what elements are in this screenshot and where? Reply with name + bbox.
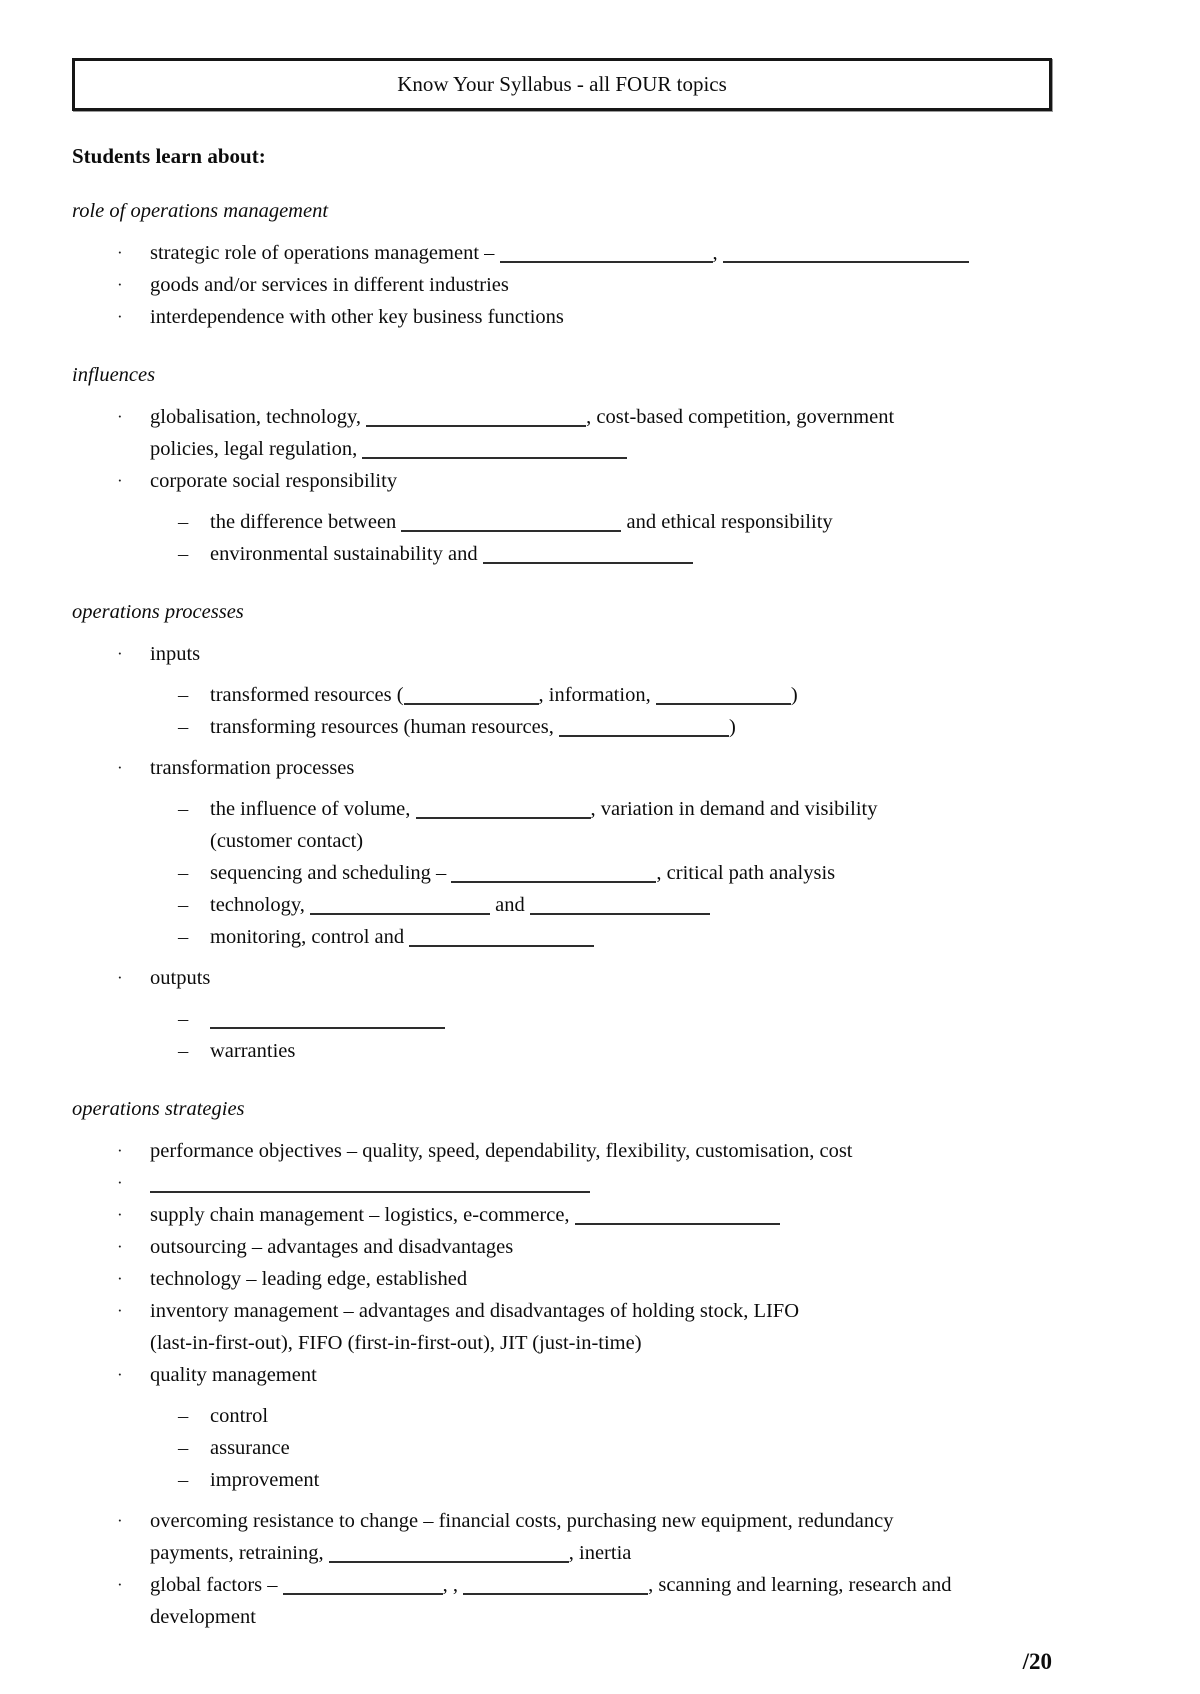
score-label: /20: [1022, 1649, 1052, 1674]
bullet-item: [72, 1135, 1052, 1167]
text-run: (customer contact): [210, 830, 364, 852]
fill-in-blank: [656, 703, 791, 705]
fill-in-blank: [310, 913, 490, 915]
text-run: development: [150, 1606, 256, 1628]
dash-icon: –: [178, 1008, 189, 1030]
text-run: policies, legal regulation,: [150, 438, 363, 460]
item-text: [150, 1574, 952, 1628]
item-text: [210, 511, 833, 533]
text-run: performance objectives – quality, speed, dependability, flexibility, customisation, cost: [150, 1140, 853, 1162]
item-text: [210, 684, 798, 706]
text-run: , inertia: [568, 1542, 632, 1564]
item-text: [210, 1469, 319, 1491]
text-run: sequencing and scheduling –: [210, 862, 452, 884]
text-run: quality management: [150, 1364, 317, 1386]
dash-icon: –: [178, 716, 189, 738]
text-run: control: [210, 1405, 269, 1427]
dash-item: [72, 1464, 1052, 1496]
text-run: technology,: [210, 894, 311, 916]
text-run: the difference between: [210, 511, 402, 533]
dash-icon: –: [178, 1405, 189, 1427]
bullet-item: [72, 1263, 1052, 1295]
text-run: , cost-based competition, government: [586, 406, 895, 428]
text-run: transformation processes: [150, 757, 355, 779]
item-text: [150, 306, 564, 328]
item-text: [150, 1140, 853, 1162]
text-run: globalisation, technology,: [150, 406, 367, 428]
item-text: [210, 716, 736, 738]
dash-item: [72, 679, 1052, 711]
dash-item: [72, 1432, 1052, 1464]
dash-icon: –: [178, 511, 189, 533]
fill-in-blank: [283, 1593, 443, 1595]
bullet-item: [72, 638, 1052, 670]
fill-in-blank: [530, 913, 710, 915]
dash-item: [72, 921, 1052, 953]
bullet-item: [72, 1199, 1052, 1231]
bullet-item: [72, 1231, 1052, 1263]
item-text: [210, 926, 594, 948]
dash-icon: –: [178, 1469, 189, 1491]
text-run: and ethical responsibility: [621, 511, 833, 533]
text-run: ): [790, 684, 798, 706]
learn-heading: Students learn about:: [72, 144, 266, 168]
text-run: , scanning and learning, research and: [648, 1574, 952, 1596]
fill-in-blank: [500, 261, 713, 263]
item-text: [150, 1268, 467, 1290]
item-text: [150, 1204, 780, 1226]
bullet-item: [72, 301, 1052, 333]
dash-icon: –: [178, 543, 189, 565]
text-run: inputs: [150, 643, 201, 665]
fill-in-blank: [150, 1191, 590, 1193]
text-run: the influence of volume,: [210, 798, 416, 820]
item-text: [210, 798, 877, 852]
text-run: corporate social responsibility: [150, 470, 398, 492]
text-run: , variation in demand and visibility: [590, 798, 878, 820]
fill-in-blank: [483, 562, 693, 564]
bullet-item: [72, 237, 1052, 269]
bullet-item: [72, 401, 1052, 465]
syllabus-section: [72, 596, 1052, 1067]
syllabus-section: [72, 1093, 1052, 1633]
text-run: transformed resources (: [210, 684, 404, 706]
bullet-icon: ·: [117, 275, 123, 294]
dash-item: [72, 1003, 1052, 1035]
item-text: [150, 274, 509, 296]
bullet-icon: ·: [117, 1205, 123, 1224]
text-run: and: [490, 894, 530, 916]
item-text: [150, 757, 354, 779]
bullet-item: [72, 269, 1052, 301]
bullet-icon: ·: [117, 1237, 123, 1256]
page-title: Know Your Syllabus - all FOUR topics: [397, 72, 727, 96]
fill-in-blank: [723, 261, 969, 263]
text-run: outsourcing – advantages and disadvantages: [150, 1236, 514, 1258]
dash-icon: –: [178, 1437, 189, 1459]
bullet-item: [72, 1569, 1052, 1633]
text-run: supply chain management – logistics, e-commerce,: [150, 1204, 575, 1226]
dash-icon: –: [178, 798, 189, 820]
dash-item: [72, 711, 1052, 743]
bullet-icon: ·: [117, 307, 123, 326]
item-text: [210, 894, 710, 916]
bullet-item: [72, 1295, 1052, 1359]
fill-in-blank: [329, 1561, 569, 1563]
text-run: improvement: [210, 1469, 320, 1491]
dash-item: [72, 889, 1052, 921]
section-heading: influences: [72, 364, 156, 386]
dash-icon: –: [178, 684, 189, 706]
fill-in-blank: [404, 703, 539, 705]
text-run: strategic role of operations management –: [150, 242, 500, 264]
text-run: (last-in-first-out), FIFO (first-in-first-out), JIT (just-in-time): [150, 1332, 642, 1354]
bullet-icon: ·: [117, 1141, 123, 1160]
bullet-icon: ·: [117, 1511, 123, 1530]
bullet-icon: ·: [117, 1365, 123, 1384]
fill-in-blank: [210, 1027, 445, 1029]
section-heading: role of operations management: [72, 200, 329, 222]
bullet-icon: ·: [117, 1173, 123, 1192]
item-text: [210, 1437, 290, 1459]
item-text: [150, 1172, 590, 1194]
dash-sublist: [72, 679, 1052, 743]
dash-sublist: [72, 506, 1052, 570]
text-run: inventory management – advantages and disadvantages of holding stock, LIFO: [150, 1300, 800, 1322]
text-run: ,: [712, 242, 723, 264]
syllabus-section: [72, 359, 1052, 570]
item-text: [150, 643, 200, 665]
bullet-icon: ·: [117, 1269, 123, 1288]
text-run: monitoring, control and: [210, 926, 410, 948]
text-run: ): [728, 716, 736, 738]
dash-sublist: [72, 793, 1052, 953]
dash-item: [72, 1035, 1052, 1067]
text-run: , ,: [442, 1574, 464, 1596]
bullet-icon: ·: [117, 968, 123, 987]
dash-item: [72, 793, 1052, 857]
bullet-item: [72, 962, 1052, 994]
item-text: [150, 1510, 893, 1564]
bullet-item: [72, 465, 1052, 497]
text-run: goods and/or services in different industries: [150, 274, 509, 296]
item-text: [150, 967, 210, 989]
text-run: global factors –: [150, 1574, 283, 1596]
bullet-item: [72, 1505, 1052, 1569]
bullet-item: [72, 1359, 1052, 1391]
text-run: outputs: [150, 967, 211, 989]
fill-in-blank: [416, 817, 591, 819]
item-text: [210, 862, 835, 884]
dash-icon: –: [178, 894, 189, 916]
bullet-icon: ·: [117, 243, 123, 262]
item-text: [150, 1236, 513, 1258]
text-run: , information,: [538, 684, 656, 706]
sections: [72, 195, 1052, 1633]
fill-in-blank: [366, 425, 586, 427]
item-text: [150, 1364, 317, 1386]
fill-in-blank: [463, 1593, 648, 1595]
item-text: [210, 1040, 295, 1062]
fill-in-blank: [401, 530, 621, 532]
fill-in-blank: [559, 735, 729, 737]
dash-item: [72, 506, 1052, 538]
item-text: [150, 470, 397, 492]
dash-sublist: [72, 1400, 1052, 1496]
bullet-icon: ·: [117, 471, 123, 490]
bullet-item: [72, 752, 1052, 784]
text-run: transforming resources (human resources,: [210, 716, 559, 738]
bullet-item: [72, 1167, 1052, 1199]
dash-item: [72, 538, 1052, 570]
text-run: , critical path analysis: [656, 862, 836, 884]
syllabus-section: [72, 195, 1052, 333]
bullet-icon: ·: [117, 407, 123, 426]
item-text: [210, 543, 693, 565]
dash-icon: –: [178, 1040, 189, 1062]
text-run: payments, retraining,: [150, 1542, 329, 1564]
item-text: [210, 1405, 268, 1427]
text-run: warranties: [210, 1040, 296, 1062]
dash-icon: –: [178, 862, 189, 884]
section-heading: operations strategies: [72, 1098, 245, 1120]
text-run: overcoming resistance to change – financial costs, purchasing new equipment, redundancy: [150, 1510, 894, 1532]
fill-in-blank: [451, 881, 656, 883]
fill-in-blank: [575, 1223, 780, 1225]
title-box: [72, 58, 1052, 111]
bullet-icon: ·: [117, 758, 123, 777]
dash-icon: –: [178, 926, 189, 948]
dash-item: [72, 857, 1052, 889]
dash-sublist: [72, 1003, 1052, 1067]
section-heading: operations processes: [72, 601, 244, 623]
text-run: assurance: [210, 1437, 290, 1459]
bullet-icon: ·: [117, 1301, 123, 1320]
text-run: environmental sustainability and: [210, 543, 483, 565]
dash-item: [72, 1400, 1052, 1432]
item-text: [150, 1300, 799, 1354]
item-text: [150, 242, 969, 264]
item-text: [210, 1008, 445, 1030]
fill-in-blank: [362, 457, 627, 459]
bullet-icon: ·: [117, 644, 123, 663]
bullet-icon: ·: [117, 1575, 123, 1594]
fill-in-blank: [409, 945, 594, 947]
text-run: technology – leading edge, established: [150, 1268, 468, 1290]
item-text: [150, 406, 894, 460]
text-run: interdependence with other key business functions: [150, 306, 564, 328]
